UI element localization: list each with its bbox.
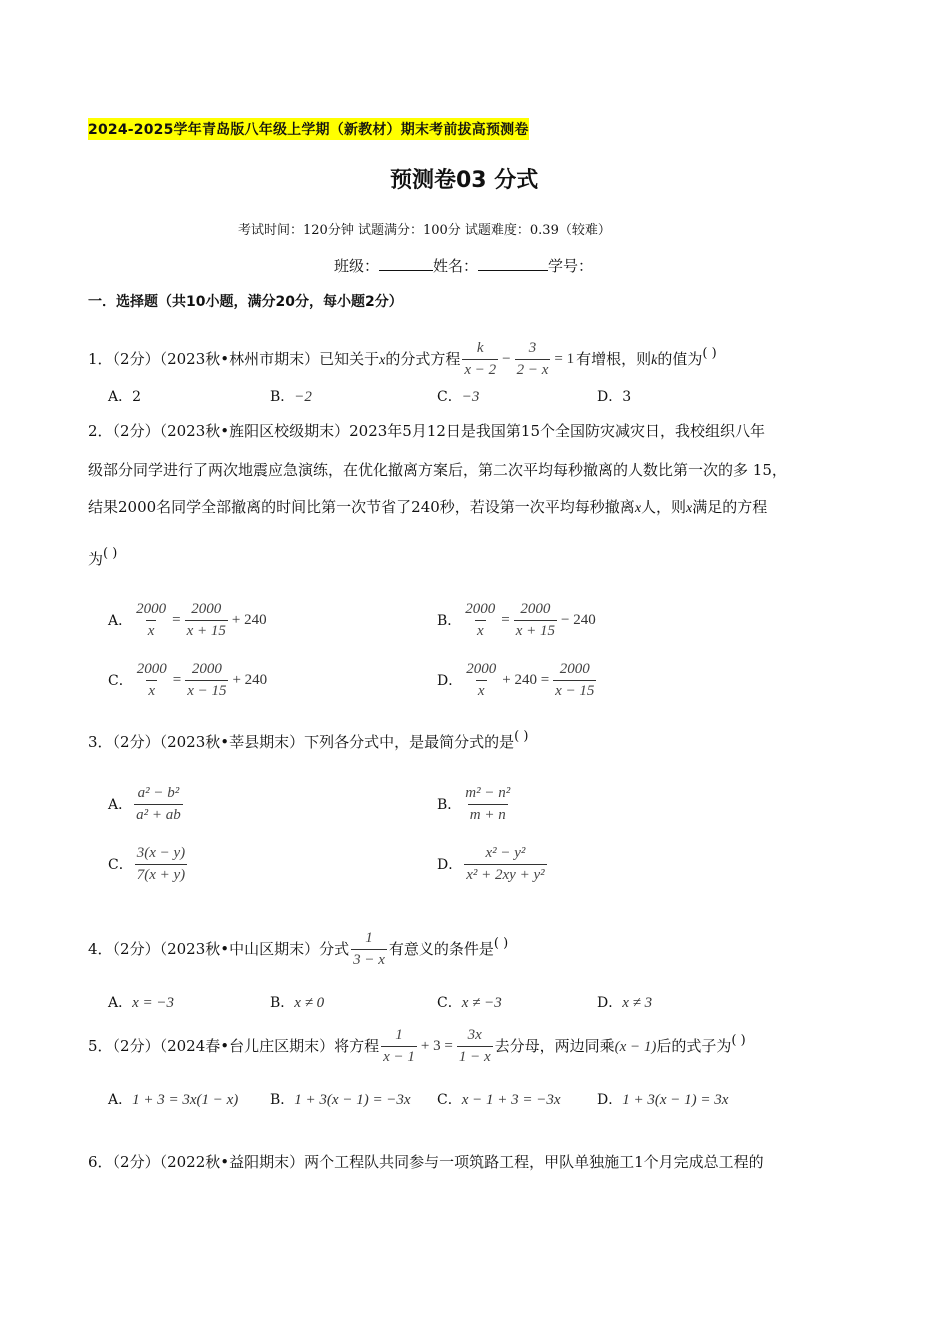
name-label: 姓名： <box>433 257 479 275</box>
q1-answer-paren: ( ) <box>702 345 717 361</box>
q5-option-b[interactable] <box>270 1089 411 1109</box>
q5-factor: (x − 1) <box>614 1038 657 1055</box>
question-3 <box>88 731 528 752</box>
tail: + 240 <box>231 612 267 629</box>
numerator: 2000 <box>191 601 222 617</box>
denominator: x − 15 <box>553 680 596 700</box>
q1-frac-1-num: k <box>476 340 484 356</box>
numerator: 2000 <box>520 601 551 617</box>
option-value: x − 1 + 3 = −3x <box>461 1092 561 1108</box>
q2-answer-paren: ( ) <box>103 546 118 561</box>
q5-mid: 去分母，两边同乘 <box>494 1036 615 1055</box>
q2-line-3a: 结果2000名同学全部撤离的时间比第一次节省了240秒，若设第一次平均每秒撤离 <box>88 498 635 516</box>
q5-plus: + 3 = <box>420 1038 453 1055</box>
numerator: 3x <box>467 1027 482 1043</box>
fraction <box>134 785 183 825</box>
numerator: 2000 <box>465 601 496 617</box>
q3-option-a[interactable] <box>108 785 185 825</box>
option-value: 1 + 3 = 3x(1 − x) <box>132 1092 239 1108</box>
option-label: D． <box>437 856 463 873</box>
q4-option-b[interactable] <box>270 992 324 1012</box>
section-heading: 一．选择题（共10小题，满分20分，每小题2分） <box>88 294 403 310</box>
fraction <box>135 661 169 701</box>
option-label: A． <box>108 612 133 629</box>
denominator: x − 15 <box>185 680 228 700</box>
numerator: 2000 <box>136 661 167 677</box>
option-label: D． <box>597 389 623 405</box>
equals: = <box>172 612 181 629</box>
option-value: −2 <box>294 389 312 405</box>
q1-frac-2-num: 3 <box>528 340 537 356</box>
denominator: x − 1 <box>381 1046 417 1066</box>
exam-series-banner: 2024-2025学年青岛版八年级上学期（新教材）期末考前拔高预测卷 <box>88 118 529 140</box>
option-value: x ≠ −3 <box>461 995 502 1011</box>
q2-var-x: x <box>634 501 642 516</box>
fraction <box>464 845 546 885</box>
numerator: a² − b² <box>137 785 180 801</box>
student-info-row <box>334 255 593 276</box>
option-value: x = −3 <box>132 995 175 1011</box>
q4-option-a[interactable] <box>108 992 174 1012</box>
denominator: x + 15 <box>514 620 557 640</box>
fraction <box>134 601 168 641</box>
q1-option-d[interactable] <box>597 386 631 406</box>
q2-var-x-2: x <box>686 501 693 516</box>
numerator: 2000 <box>136 601 167 617</box>
q2-line-3 <box>88 496 767 517</box>
q3-answer-paren: ( ) <box>514 729 529 744</box>
q2-line-2: 级部分同学进行了两次地震应急演练，在优化撤离方案后，第二次平均每秒撤离的人数比第一次的多 15， <box>88 461 787 479</box>
fraction <box>514 601 557 641</box>
q5-answer-paren: ( ) <box>731 1032 746 1048</box>
q1-frac-1 <box>462 340 498 380</box>
numerator: 1 <box>395 1027 403 1043</box>
q4-answer-paren: ( ) <box>493 935 509 951</box>
option-label: C． <box>108 672 133 689</box>
denominator: x <box>146 620 157 640</box>
denominator: a² + ab <box>134 804 183 824</box>
fraction <box>135 845 187 885</box>
q2-line-3c: 满足的方程 <box>692 498 768 516</box>
class-label: 班级： <box>334 257 380 275</box>
option-label: D． <box>437 672 463 689</box>
q1-var-k: k <box>651 352 658 368</box>
option-value: 1 + 3(x − 1) = 3x <box>622 1092 729 1108</box>
q1-prefix: 1．（2分）（2023秋•林州市期末）已知关于 <box>88 349 380 368</box>
option-value: −3 <box>461 389 480 405</box>
q1-rhs: = 1 <box>554 351 575 368</box>
q5-option-a[interactable] <box>108 1089 238 1109</box>
option-label: C． <box>437 995 462 1011</box>
q5-prefix: 5．（2分）（2024春•台儿庄区期末）将方程 <box>88 1036 380 1055</box>
q5-suffix: 后的式子为 <box>656 1036 732 1055</box>
q1-option-a[interactable] <box>108 386 141 406</box>
q2-option-d[interactable] <box>437 661 598 701</box>
q1-frac-1-den: x − 2 <box>462 359 498 379</box>
q2-option-c[interactable] <box>108 661 269 701</box>
option-label: B． <box>437 796 462 813</box>
option-label: C． <box>437 1092 462 1108</box>
numerator: m² − n² <box>465 785 511 801</box>
denominator: 7(x + y) <box>135 864 187 884</box>
option-value: 3 <box>622 389 632 405</box>
q4-prefix: 4．（2分）（2023秋•中山区期末）分式 <box>88 939 350 958</box>
fraction <box>463 785 512 825</box>
q1-minus: − <box>502 351 511 368</box>
option-value: x ≠ 0 <box>294 995 325 1011</box>
q1-var-x: x <box>379 352 386 368</box>
q5-fraction-2 <box>457 1027 493 1067</box>
option-label: A． <box>108 995 133 1011</box>
q2-line-1: 2．（2分）（2023秋•旌阳区校级期末）2023年5月12日是我国第15个全国防灾减灾日，我校组织八年 <box>88 422 766 440</box>
q5-option-c[interactable] <box>437 1089 561 1109</box>
q3-option-b[interactable] <box>437 785 514 825</box>
option-value: 1 + 3(x − 1) = −3x <box>294 1092 411 1108</box>
denominator: x² + 2xy + y² <box>464 864 546 884</box>
denominator: 3 − x <box>351 949 387 969</box>
q1-option-b[interactable] <box>270 386 312 406</box>
fraction <box>185 661 228 701</box>
denominator: m + n <box>468 804 508 824</box>
option-value: 2 <box>132 389 142 405</box>
q1-frac-2-den: 2 − x <box>515 359 551 379</box>
q4-suffix: 有意义的条件是 <box>388 939 494 958</box>
fraction <box>463 601 497 641</box>
option-label: C． <box>437 389 462 405</box>
class-field[interactable] <box>379 256 433 271</box>
exam-info: 考试时间：120分钟 试题满分：100分 试题难度：0.39（较难） <box>238 223 611 238</box>
numerator: 2000 <box>559 661 590 677</box>
q3-option-c[interactable] <box>108 845 189 885</box>
option-label: B． <box>270 1092 295 1108</box>
name-field[interactable] <box>478 256 548 271</box>
fraction <box>553 661 596 701</box>
page-title: 预测卷03 分式 <box>390 168 539 193</box>
numerator: x² − y² <box>485 845 526 861</box>
q4-option-c[interactable] <box>437 992 502 1012</box>
q2-option-b[interactable] <box>437 601 598 641</box>
q1-suffix-a: 有增根，则 <box>576 349 652 368</box>
numerator: 1 <box>365 930 373 946</box>
q1-option-c[interactable] <box>437 386 479 406</box>
mid-expression: + 240 = <box>502 672 550 689</box>
question-5 <box>88 1027 746 1067</box>
q1-suffix-b: 的值为 <box>657 349 703 368</box>
question-6: 6．（2分）（2022秋•益阳期末）两个工程队共同参与一项筑路工程，甲队单独施工1个月完成总工程的 <box>88 1153 764 1171</box>
fraction <box>464 661 498 701</box>
tail: + 240 <box>232 672 268 689</box>
question-4 <box>88 930 508 970</box>
denominator: 1 − x <box>457 1046 493 1066</box>
option-label: A． <box>108 1092 133 1108</box>
numerator: 2000 <box>191 661 222 677</box>
q2-option-a[interactable] <box>108 601 269 641</box>
option-label: B． <box>270 995 295 1011</box>
numerator: 3(x − y) <box>136 845 186 861</box>
denominator: x <box>146 680 157 700</box>
q2-line-3b: 人，则 <box>641 498 687 516</box>
q2-line-4 <box>88 548 117 569</box>
option-label: A． <box>108 389 133 405</box>
equals: = <box>172 672 182 689</box>
q4-option-d[interactable] <box>597 992 652 1012</box>
q3-option-d[interactable] <box>437 845 549 885</box>
q5-fraction-1 <box>381 1027 417 1067</box>
q1-frac-2 <box>515 340 551 380</box>
numerator: 2000 <box>466 661 497 677</box>
q3-text: 3．（2分）（2023秋•莘县期末）下列各分式中，是最简分式的是 <box>88 733 515 751</box>
tail: − 240 <box>561 612 596 629</box>
option-label: D． <box>597 995 623 1011</box>
option-label: B． <box>270 389 295 405</box>
q1-mid: 的分式方程 <box>385 349 461 368</box>
denominator: x + 15 <box>185 620 228 640</box>
option-value: x ≠ 3 <box>622 995 653 1011</box>
question-1 <box>88 340 717 380</box>
q4-fraction <box>351 930 387 970</box>
option-label: D． <box>597 1092 623 1108</box>
denominator: x <box>475 620 486 640</box>
fraction <box>185 601 228 641</box>
option-label: C． <box>108 856 133 873</box>
option-label: B． <box>437 612 462 629</box>
option-label: A． <box>108 796 133 813</box>
q5-option-d[interactable] <box>597 1089 728 1109</box>
denominator: x <box>476 680 487 700</box>
q2-line-4-text: 为 <box>88 550 104 568</box>
equals: = <box>501 612 510 629</box>
id-label: 学号： <box>548 257 594 275</box>
